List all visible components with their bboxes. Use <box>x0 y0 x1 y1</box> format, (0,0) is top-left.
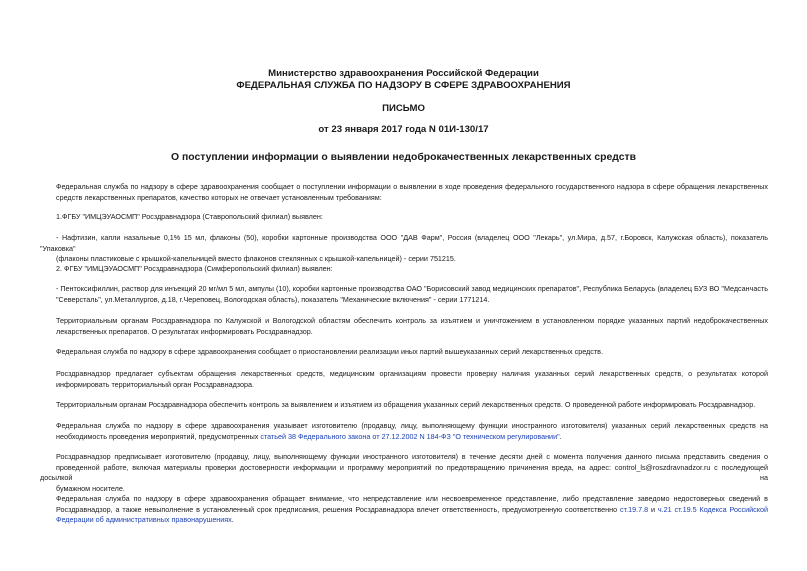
text-line: Федеральная служба по надзору в сфере здравоохранения сообщает о приостановлении реализации иных партий вышеуказанных серий лекарственных средств. <box>56 347 603 356</box>
text-fragment: и <box>648 504 658 514</box>
paragraph-withdrawal-control <box>40 400 768 411</box>
paragraph-manufacturer-measures <box>40 421 768 442</box>
text-line: "Северсталь", ул.Металлургов, д.18, г.Череповец, Вологодская область), показатель "Механические включения" - серии 1771214. <box>56 294 490 304</box>
paragraph-territorial-control <box>40 316 768 337</box>
text-line: средств лекарственных препаратов, качество которых не отвечает установленным требованиям: <box>56 192 382 202</box>
text-line: (флаконы пластиковые с крышкой-капельницей вместо флаконов стеклянных с крышкой-капельницей) - серии 751215. <box>56 254 456 263</box>
document-date-number: от 23 января 2017 года N 01И-130/17 <box>318 124 489 135</box>
koap-code-link-continued[interactable]: Федерации об административных правонарушениях <box>56 515 232 524</box>
text-line: Федеральная служба по надзору в сфере здравоохранения обращает внимание, что непредставление или несвоевременное представление, либо представление заведомо недостоверных сведений в <box>56 494 768 503</box>
paragraph-suspension <box>40 347 768 358</box>
paragraph-item-2 <box>40 264 768 275</box>
text-line: информировать территориальный орган Росздравнадзора. <box>56 379 254 389</box>
text-line: - Пентоксифиллин, раствор для инъекций 20 мг/мл 5 мл, ампулы (10), коробки картонные производства ОАО "Борисовский завод медицинских препаратов", Республика Беларусь (владелец БУЗ ВО "Медсанчасть <box>56 284 768 293</box>
text-line: 1.ФГБУ "ИМЦЭУАОСМП" Росздравнадзора (Ставропольский филиал) выявлен: <box>56 212 323 221</box>
text-line <box>40 515 768 526</box>
text-fragment: . <box>231 515 234 524</box>
text-line: бумажном носителе. <box>56 483 125 493</box>
paragraph-liability <box>40 494 768 526</box>
text-line: Росздравнадзор предписывает изготовителю (продавцу, лицу, выполняющему функции иностранного изготовителя) в течение десяти дней с момента получения данного письма представить сведения о <box>56 452 768 461</box>
text-line: Росздравнадзор предлагает субъектам обращения лекарственных средств, медицинским организациям провести проверку наличия указанных серий лекарственных средств, о результатах которой <box>56 369 768 378</box>
paragraph-check-request <box>40 369 768 390</box>
text-fragment: Росздравнадзор, а также невыполнение в установленный срок предписания, решения Росздравнадзора влечет ответственность, предусмотренную соответственно <box>56 504 620 514</box>
paragraph-item-1 <box>40 212 768 223</box>
document-title: О поступлении информации о выявлении недоброкачественных лекарственных средств <box>170 152 637 163</box>
koap-article-19-7-8-link[interactable]: ст.19.7.8 <box>620 504 649 514</box>
paragraph-pentoxifylline <box>40 284 768 305</box>
koap-article-19-5-part-21-link[interactable]: ч.21 ст.19.5 <box>657 504 697 514</box>
text-line: проведенной работе, включая материалы проверки достоверности информации и программу мероприятий по предотвращению причинения вреда, на адрес: control_ls@roszdravnadzor.ru с последующей досылкой на <box>40 462 768 482</box>
text-line <box>40 432 768 443</box>
text-line: Территориальным органам Росздравнадзора обеспечить контроль за выявлением и изъятием из обращения указанных серий лекарственных средств. О проведенной работе информировать Росздравнадзор. <box>56 400 756 409</box>
text-line: Федеральная служба по надзору в сфере здравоохранения указывает изготовителю (продавцу, лицу, выполняющему функции иностранного изготовителя) указанных серий лекарственных средств на <box>56 421 768 430</box>
paragraph-intro <box>40 182 768 203</box>
text-line: Территориальным органам Росздравнадзора по Калужской и Вологодской областям обеспечить контроль за изъятием и уничтожением в установленном порядке указанных партий недоброкачественных <box>56 316 768 325</box>
service-name: ФЕДЕРАЛЬНАЯ СЛУЖБА ПО НАДЗОРУ В СФЕРЕ ЗДРАВООХРАНЕНИЯ <box>236 80 571 91</box>
paragraph-prescription <box>40 452 768 494</box>
text-line: 2. ФГБУ "ИМЦЭУАОСМП" Росздравнадзора (Симферопольский филиал) выявлен: <box>56 264 333 273</box>
text-line: лекарственных препаратов. О результатах информировать Росздравнадзор. <box>56 326 313 336</box>
text-fragment: необходимость проведения мероприятий, предусмотренных <box>56 431 261 441</box>
koap-code-link[interactable]: Кодекса Российской <box>699 504 768 514</box>
text-line <box>40 505 768 516</box>
paragraph-naphthyzin <box>40 233 768 265</box>
ministry-name: Министерство здравоохранения Российской Федерации <box>268 68 539 79</box>
document-type: ПИСЬМО <box>382 103 425 114</box>
law-184fz-article-38-link[interactable]: статьей 38 Федерального закона от 27.12.2002 N 184-ФЗ "О техническом регулировании" <box>260 431 560 441</box>
text-line: - Нафтизин, капли назальные 0,1% 15 мл, флаконы (50), коробки картонные производства ООО "ДАВ Фарм", Россия (владелец ООО "Лекарь", ул.Мира, д.57, г.Боровск, Калужская область), показатель "Упаковка" <box>40 233 768 253</box>
text-line: Федеральная служба по надзору в сфере здравоохранения сообщает о поступлении информации о выявлении в ходе проведения федерального государственного надзора в сфере обращения лекарственных <box>56 182 768 191</box>
text-fragment: . <box>559 431 562 441</box>
